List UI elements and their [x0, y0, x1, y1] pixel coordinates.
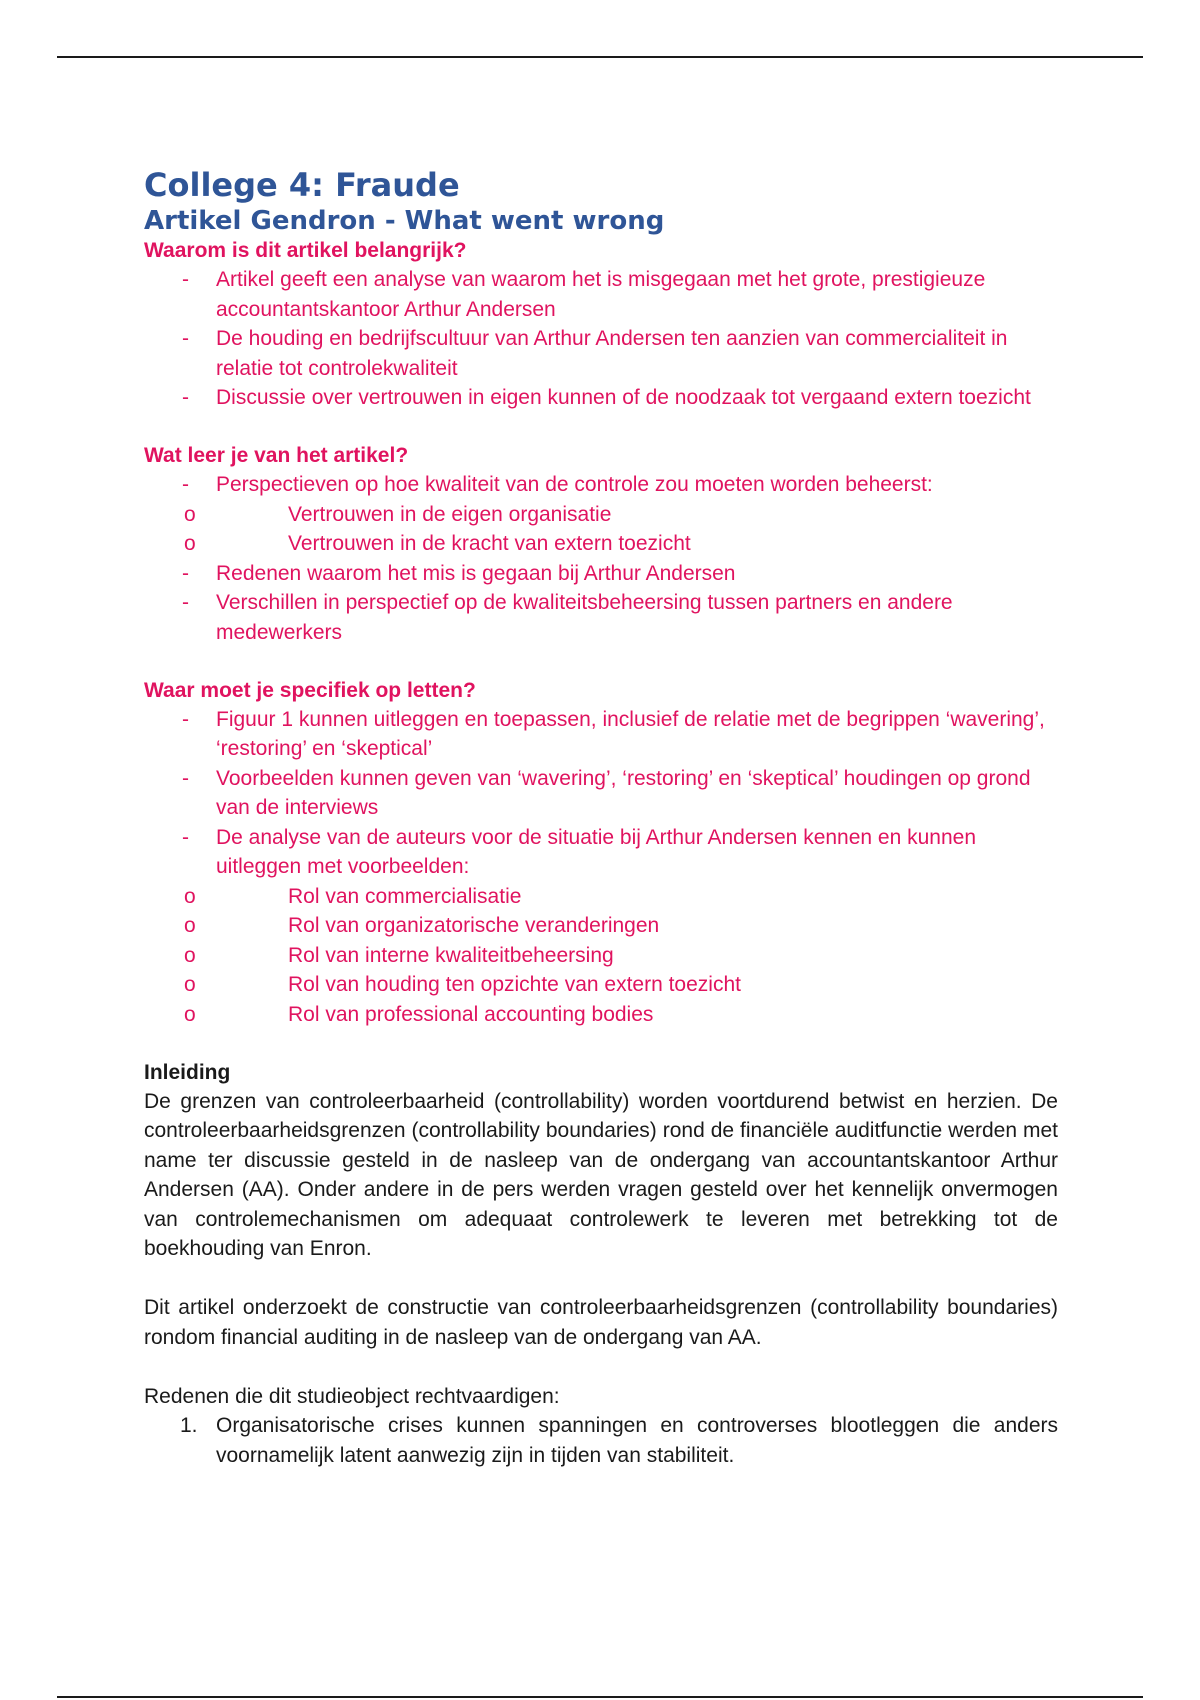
list-item [144, 1411, 1058, 1470]
list-item: - Voorbeelden kunnen geven van ‘wavering’, ‘restoring’ en ‘skeptical’ houdingen op grond van de interviews [144, 764, 1058, 823]
sub-list-item: o Rol van organizatorische veranderingen [144, 911, 1058, 941]
reasons-list [144, 1411, 1058, 1470]
article-subtitle: Artikel Gendron - What went wrong [144, 206, 665, 236]
list-item: - Figuur 1 kunnen uitleggen en toepassen, inclusief de relatie met de begrippen ‘wavering’, ‘restoring’ en ‘skeptical’ [144, 705, 1058, 764]
why-important-list [144, 265, 1058, 413]
list-item: - Verschillen in perspectief op de kwaliteitsbeheersing tussen partners en andere medewerkers [144, 588, 1058, 647]
section-heading-inleiding: Inleiding [144, 1060, 231, 1084]
list-item [144, 823, 1058, 1030]
sub-list-item: o Rol van interne kwaliteitbeheersing [144, 941, 1058, 971]
sub-list-item: o Rol van commercialisatie [144, 882, 1058, 912]
sub-list-item: o Rol van houding ten opzichte van extern toezicht [144, 970, 1058, 1000]
list-item: - Discussie over vertrouwen in eigen kunnen of de noodzaak tot vergaand extern toezicht [144, 383, 1058, 413]
header-rule [57, 56, 1143, 58]
list-item-text: De analyse van de auteurs voor de situatie bij Arthur Andersen kennen en kunnen uitleggen met voorbeelden: [216, 825, 977, 878]
document-title: College 4: Fraude [144, 166, 460, 204]
list-item-text: Organisatorische crises kunnen spanningen en controverses blootleggen die anders voornamelijk latent aanwezig zijn in tijden van stabiliteit. [216, 1414, 1058, 1467]
list-item: - De houding en bedrijfscultuur van Arthur Andersen ten aanzien van commercialiteit in relatie tot controlekwaliteit [144, 324, 1058, 383]
section-heading-what-learn: Wat leer je van het artikel? [144, 444, 409, 467]
section-heading-why-important: Waarom is dit artikel belangrijk? [144, 239, 467, 262]
footer-rule [57, 1696, 1143, 1698]
list-number: 1. [180, 1414, 198, 1437]
sub-list-item: o Vertrouwen in de eigen organisatie [144, 500, 1058, 530]
inleiding-paragraph-3: Redenen die dit studieobject rechtvaardigen: [144, 1384, 560, 1408]
list-item: - Redenen waarom het mis is gegaan bij Arthur Andersen [144, 559, 1058, 589]
what-learn-list [144, 470, 1058, 647]
pay-attention-list [144, 705, 1058, 1030]
sub-list-item: o Rol van professional accounting bodies [144, 1000, 1058, 1030]
section-heading-pay-attention: Waar moet je specifiek op letten? [144, 678, 476, 702]
list-item [144, 470, 1058, 559]
sub-list [144, 882, 1058, 1030]
sub-list [144, 500, 1058, 559]
sub-list-item: o Vertrouwen in de kracht van extern toezicht [144, 529, 1058, 559]
inleiding-paragraph-2: Dit artikel onderzoekt de constructie van controleerbaarheidsgrenzen (controllability boundaries) rondom financial auditing in de nasleep van de ondergang van AA. [144, 1296, 1058, 1349]
list-item: - Artikel geeft een analyse van waarom het is misgegaan met het grote, prestigieuze accountantskantoor Arthur Andersen [144, 265, 1058, 324]
list-item-text: Perspectieven op hoe kwaliteit van de controle zou moeten worden beheerst: [216, 473, 933, 496]
inleiding-paragraph-1: De grenzen van controleerbaarheid (controllability) worden voortdurend betwist en herzien. De controleerbaarheidsgrenzen (controllability boundaries) rond de financiële auditfunctie werden met name ter discussie gesteld in de nasleep van de ondergang van accountantskantoor Arthur Andersen (AA). Onder andere in de pers werden vragen gesteld over het kennelijk onvermogen van controlemechanismen om adequaat controlewerk te leveren met betrekking tot de boekhouding van Enron. [144, 1089, 1058, 1260]
document-body [144, 165, 1058, 1470]
